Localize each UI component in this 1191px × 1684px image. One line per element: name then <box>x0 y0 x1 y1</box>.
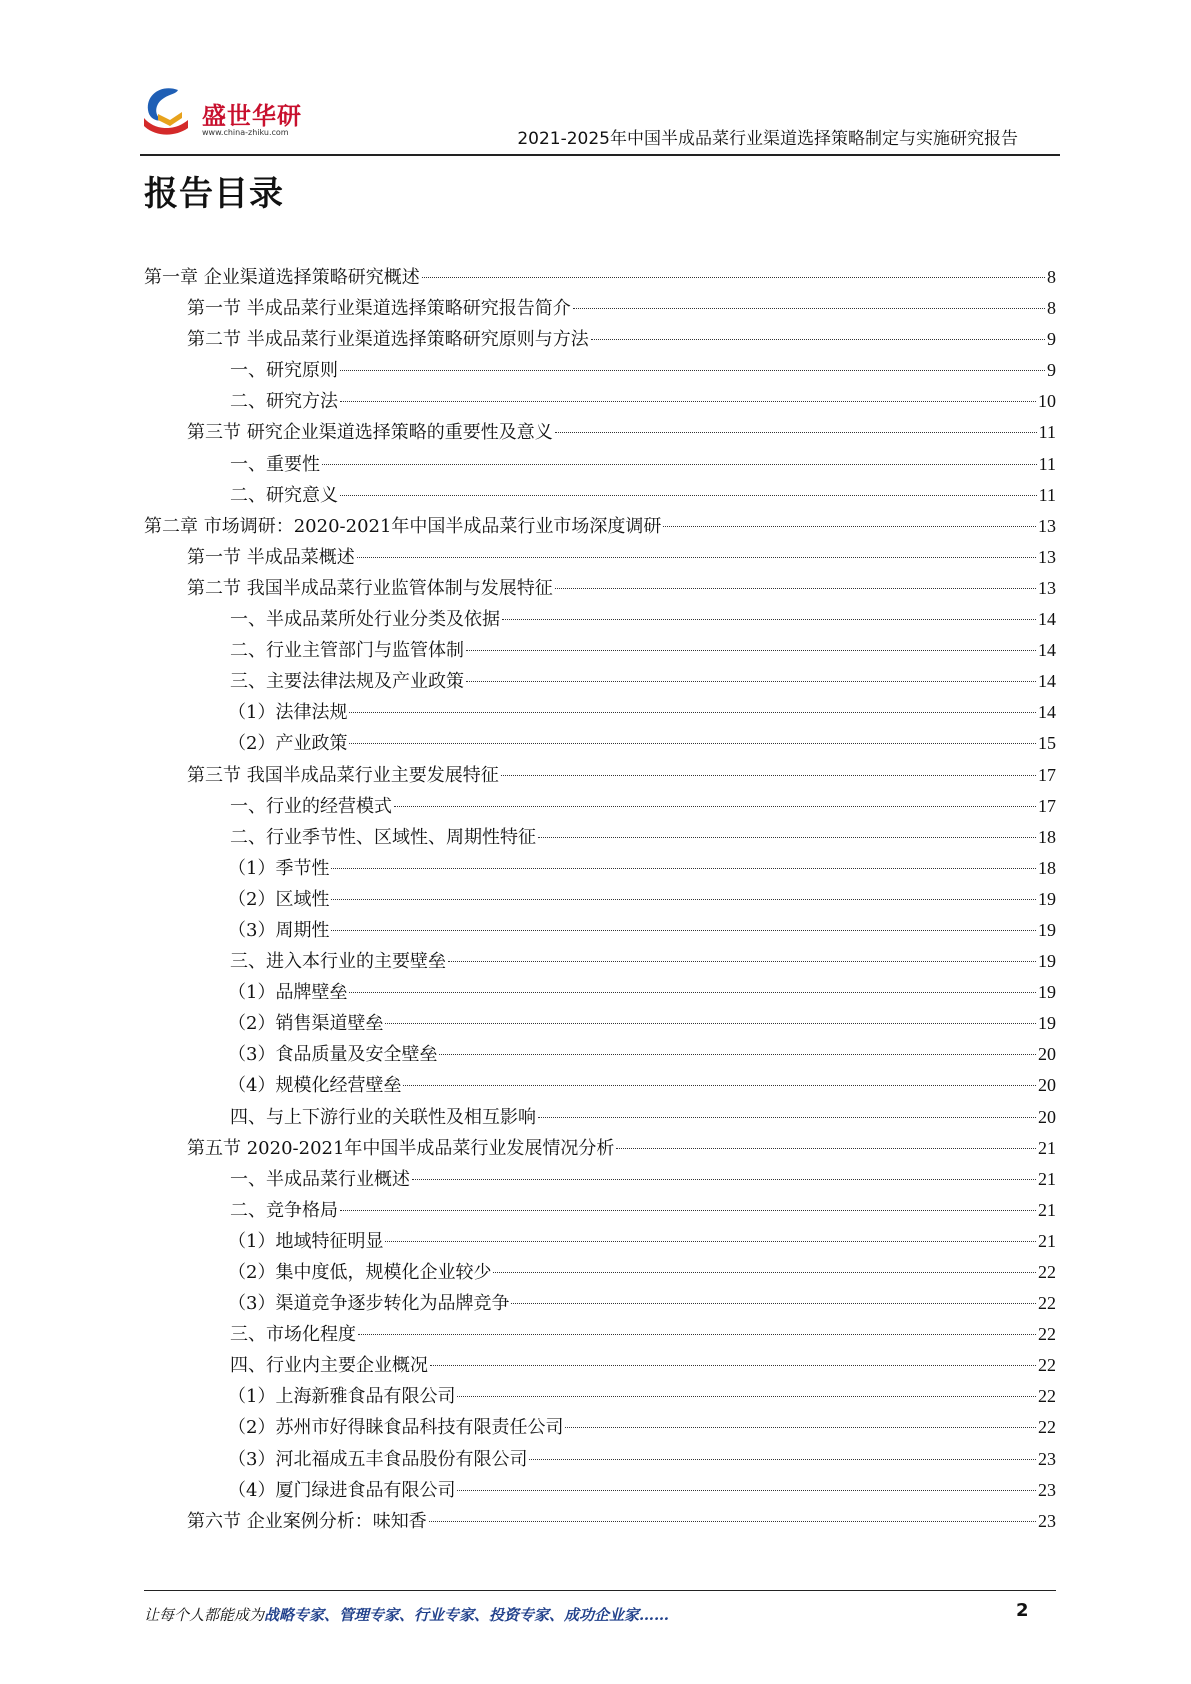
toc-dot-leader <box>349 712 1036 713</box>
toc-dot-leader <box>340 495 1037 496</box>
toc-entry-title: （4）厦门绿进食品有限公司 <box>228 1479 456 1501</box>
toc-dot-leader <box>529 1459 1036 1460</box>
toc-dot-leader <box>340 1210 1036 1211</box>
logo-url: www.china-zhiku.com <box>202 128 289 137</box>
toc-entry-page: 11 <box>1038 422 1056 443</box>
toc-entry[interactable] <box>144 417 1056 448</box>
toc-entry-title: 第一章 企业渠道选择策略研究概述 <box>144 267 420 288</box>
toc-entry[interactable] <box>144 791 1056 822</box>
toc-entry[interactable] <box>144 480 1056 511</box>
toc-dot-leader <box>555 588 1036 589</box>
toc-entry-page: 19 <box>1038 951 1056 972</box>
toc-entry-page: 22 <box>1038 1324 1056 1345</box>
toc-entry-page: 13 <box>1038 515 1056 536</box>
toc-entry[interactable] <box>144 1412 1056 1443</box>
toc-entry-page: 20 <box>1038 1044 1056 1065</box>
toc-entry-page: 20 <box>1038 1075 1056 1096</box>
logo-mark-icon <box>140 84 200 140</box>
toc-dot-leader <box>663 526 1036 527</box>
toc-entry-page: 22 <box>1038 1293 1056 1314</box>
toc-entry-title: 三、市场化程度 <box>230 1324 356 1346</box>
footer-slogan <box>144 1604 669 1625</box>
toc-entry-page: 14 <box>1038 609 1056 630</box>
toc-entry[interactable] <box>144 449 1056 480</box>
toc-entry-page: 9 <box>1047 360 1056 381</box>
toc-entry[interactable] <box>144 355 1056 386</box>
toc-dot-leader <box>349 743 1036 744</box>
toc-entry[interactable] <box>144 946 1056 977</box>
footer-divider <box>144 1590 1056 1591</box>
toc-entry-title: （2）区域性 <box>228 888 330 910</box>
toc-entry-title: （2）销售渠道壁垒 <box>228 1013 384 1035</box>
toc-entry-page: 14 <box>1038 702 1056 723</box>
toc-entry[interactable] <box>144 573 1056 604</box>
toc-dot-leader <box>322 464 1037 465</box>
toc-dot-leader <box>493 1272 1036 1273</box>
toc-entry-title: 一、半成品菜所处行业分类及依据 <box>230 609 500 631</box>
toc-entry-page: 18 <box>1038 826 1056 847</box>
toc-entry-page: 19 <box>1038 982 1056 1003</box>
toc-entry[interactable] <box>144 542 1056 573</box>
toc-dot-leader <box>331 899 1036 900</box>
toc-entry[interactable] <box>144 1070 1056 1101</box>
toc-entry-title: 三、进入本行业的主要壁垒 <box>230 951 446 973</box>
toc-entry-page: 11 <box>1038 453 1056 474</box>
toc-entry[interactable] <box>144 884 1056 915</box>
toc-entry-title: 二、研究方法 <box>230 391 338 413</box>
toc-entry[interactable] <box>144 604 1056 635</box>
toc-entry-title: 二、行业主管部门与监管体制 <box>230 640 464 662</box>
toc-entry-page: 23 <box>1038 1448 1056 1469</box>
toc-dot-leader <box>591 339 1045 340</box>
toc-entry-page: 18 <box>1038 857 1056 878</box>
footer-slogan-accent: 战略专家、管理专家、行业专家、投资专家、成功企业家…… <box>264 1606 670 1624</box>
toc-entry-title: 一、行业的经营模式 <box>230 795 392 817</box>
toc-entry-title: 二、竞争格局 <box>230 1199 338 1221</box>
toc-entry[interactable] <box>144 1102 1056 1133</box>
toc-dot-leader <box>357 557 1036 558</box>
toc-dot-leader <box>511 1303 1036 1304</box>
toc-dot-leader <box>412 1179 1036 1180</box>
toc-entry[interactable] <box>144 635 1056 666</box>
toc-entry[interactable] <box>144 1381 1056 1412</box>
toc-dot-leader <box>430 1365 1036 1366</box>
toc-dot-leader <box>448 961 1036 962</box>
page-number: 2 <box>1016 1600 1029 1621</box>
toc-dot-leader <box>457 1396 1036 1397</box>
toc-entry-title: 一、研究原则 <box>230 360 338 382</box>
toc-dot-leader <box>340 401 1036 402</box>
toc-entry[interactable] <box>144 1133 1056 1164</box>
toc-dot-leader <box>340 370 1045 371</box>
toc-entry-title: （2）产业政策 <box>228 733 348 755</box>
toc-entry-title: （2）苏州市好得睐食品科技有限责任公司 <box>228 1417 564 1439</box>
toc-dot-leader <box>538 837 1036 838</box>
toc-entry[interactable] <box>144 1257 1056 1288</box>
toc-dot-leader <box>466 650 1036 651</box>
toc-entry-title: （1）上海新雅食品有限公司 <box>228 1386 456 1408</box>
toc-dot-leader <box>502 619 1036 620</box>
toc-dot-leader <box>422 277 1045 278</box>
toc-entry-title: 第三节 我国半成品菜行业主要发展特征 <box>187 764 499 786</box>
toc-dot-leader <box>501 775 1036 776</box>
toc-entry-title: （1）季节性 <box>228 857 330 879</box>
toc-dot-leader <box>457 1490 1036 1491</box>
toc-entry-page: 21 <box>1038 1137 1056 1158</box>
toc-entry-title: 二、行业季节性、区域性、周期性特征 <box>230 826 536 848</box>
toc-entry[interactable] <box>144 1039 1056 1070</box>
toc-entry[interactable] <box>144 324 1056 355</box>
toc-entry-title: 第二节 我国半成品菜行业监管体制与发展特征 <box>187 577 553 599</box>
toc-entry-title: 第一节 半成品菜行业渠道选择策略研究报告简介 <box>187 298 571 320</box>
toc-entry[interactable] <box>144 760 1056 791</box>
toc-entry-page: 23 <box>1038 1479 1056 1500</box>
toc-entry-title: （2）集中度低，规模化企业较少 <box>228 1262 492 1283</box>
toc-entry-title: 二、研究意义 <box>230 484 338 506</box>
toc-entry-title: （4）规模化经营壁垒 <box>228 1075 402 1097</box>
toc-entry[interactable] <box>144 1288 1056 1319</box>
toc-entry-page: 11 <box>1038 484 1056 505</box>
toc-entry-page: 21 <box>1038 1199 1056 1220</box>
toc-entry-page: 20 <box>1038 1106 1056 1127</box>
toc-dot-leader <box>385 1241 1036 1242</box>
toc-entry-title: （3）食品质量及安全壁垒 <box>228 1044 438 1066</box>
toc-entry-title: 三、主要法律法规及产业政策 <box>230 671 464 693</box>
toc-dot-leader <box>331 868 1036 869</box>
toc-entry[interactable] <box>144 1008 1056 1039</box>
toc-entry[interactable] <box>144 1226 1056 1257</box>
toc-entry[interactable] <box>144 1164 1056 1195</box>
toc-entry-title: （3）周期性 <box>228 919 330 941</box>
toc-entry[interactable] <box>144 666 1056 697</box>
toc-entry-page: 13 <box>1038 546 1056 567</box>
toc-dot-leader <box>349 992 1036 993</box>
toc-entry-page: 19 <box>1038 888 1056 909</box>
toc-dot-leader <box>573 308 1045 309</box>
toc-entry-page: 22 <box>1038 1386 1056 1407</box>
toc-entry-page: 14 <box>1038 640 1056 661</box>
toc-entry[interactable] <box>144 293 1056 324</box>
toc-entry-page: 17 <box>1038 764 1056 785</box>
toc-entry-title: 第一节 半成品菜概述 <box>187 546 355 568</box>
toc-entry-title: （1）品牌壁垒 <box>228 982 348 1004</box>
toc-entry-page: 22 <box>1038 1417 1056 1438</box>
toc-entry-title: 第二章 市场调研：2020-2021年中国半成品菜行业市场深度调研 <box>144 515 662 537</box>
toc-entry[interactable] <box>144 386 1056 417</box>
toc-dot-leader <box>358 1334 1036 1335</box>
toc-entry-page: 22 <box>1038 1262 1056 1282</box>
toc-dot-leader <box>439 1054 1036 1055</box>
toc-dot-leader <box>555 432 1037 433</box>
toc-entry-page: 8 <box>1047 298 1056 319</box>
toc-entry-title: 四、行业内主要企业概况 <box>230 1355 428 1377</box>
toc-entry[interactable] <box>144 697 1056 728</box>
logo <box>140 78 340 150</box>
toc-entry-title: 一、半成品菜行业概述 <box>230 1168 410 1190</box>
toc-entry[interactable] <box>144 1319 1056 1350</box>
toc-entry[interactable] <box>144 1350 1056 1381</box>
toc-entry-page: 21 <box>1038 1168 1056 1189</box>
report-title: 2021-2025年中国半成品菜行业渠道选择策略制定与实施研究报告 <box>517 129 1018 149</box>
logo-text: 盛世华研 <box>202 102 302 130</box>
toc-entry-title: （3）河北福成五丰食品股份有限公司 <box>228 1448 528 1470</box>
toc-dot-leader <box>565 1427 1036 1428</box>
toc-entry-page: 10 <box>1038 391 1056 412</box>
toc-entry[interactable] <box>144 1444 1056 1475</box>
table-of-contents <box>144 262 1056 1537</box>
toc-entry[interactable] <box>144 853 1056 884</box>
toc-entry-title: （1）法律法规 <box>228 702 348 724</box>
toc-entry[interactable] <box>144 915 1056 946</box>
toc-entry-title: （1）地域特征明显 <box>228 1230 384 1252</box>
toc-entry-page: 19 <box>1038 919 1056 940</box>
toc-entry-page: 9 <box>1047 329 1056 350</box>
toc-dot-leader <box>394 806 1036 807</box>
toc-entry[interactable] <box>144 977 1056 1008</box>
toc-entry-page: 21 <box>1038 1230 1056 1251</box>
toc-entry[interactable] <box>144 1195 1056 1226</box>
toc-dot-leader <box>466 681 1036 682</box>
toc-dot-leader <box>331 930 1036 931</box>
toc-entry-title: 一、重要性 <box>230 453 320 475</box>
toc-entry-page: 23 <box>1038 1510 1056 1531</box>
toc-entry[interactable] <box>144 822 1056 853</box>
toc-entry-page: 13 <box>1038 577 1056 598</box>
toc-dot-leader <box>429 1521 1036 1522</box>
toc-entry[interactable] <box>144 728 1056 759</box>
toc-entry[interactable] <box>144 1475 1056 1506</box>
toc-dot-leader <box>538 1117 1036 1118</box>
toc-entry[interactable] <box>144 511 1056 542</box>
toc-entry[interactable] <box>144 1506 1056 1537</box>
toc-entry-page: 17 <box>1038 795 1056 816</box>
toc-entry-title: 第五节 2020-2021年中国半成品菜行业发展情况分析 <box>187 1137 615 1159</box>
toc-entry-title: 第三节 研究企业渠道选择策略的重要性及意义 <box>187 422 553 444</box>
toc-entry-title: 四、与上下游行业的关联性及相互影响 <box>230 1106 536 1128</box>
header-divider <box>140 154 1060 156</box>
toc-entry-title: （3）渠道竞争逐步转化为品牌竞争 <box>228 1293 510 1315</box>
toc-entry-title: 第六节 企业案例分析：味知香 <box>187 1510 427 1532</box>
toc-dot-leader <box>616 1148 1036 1149</box>
toc-entry-page: 8 <box>1047 267 1056 287</box>
page-title: 报告目录 <box>144 174 284 214</box>
toc-entry-page: 22 <box>1038 1355 1056 1376</box>
footer-slogan-lead: 让每个人都能成为 <box>144 1606 265 1624</box>
toc-entry-page: 19 <box>1038 1013 1056 1034</box>
toc-entry-page: 15 <box>1038 733 1056 754</box>
toc-entry-page: 14 <box>1038 671 1056 692</box>
toc-entry-title: 第二节 半成品菜行业渠道选择策略研究原则与方法 <box>187 329 589 351</box>
toc-dot-leader <box>385 1023 1036 1024</box>
toc-entry[interactable] <box>144 262 1056 293</box>
toc-dot-leader <box>403 1085 1036 1086</box>
page-header <box>140 78 1060 158</box>
